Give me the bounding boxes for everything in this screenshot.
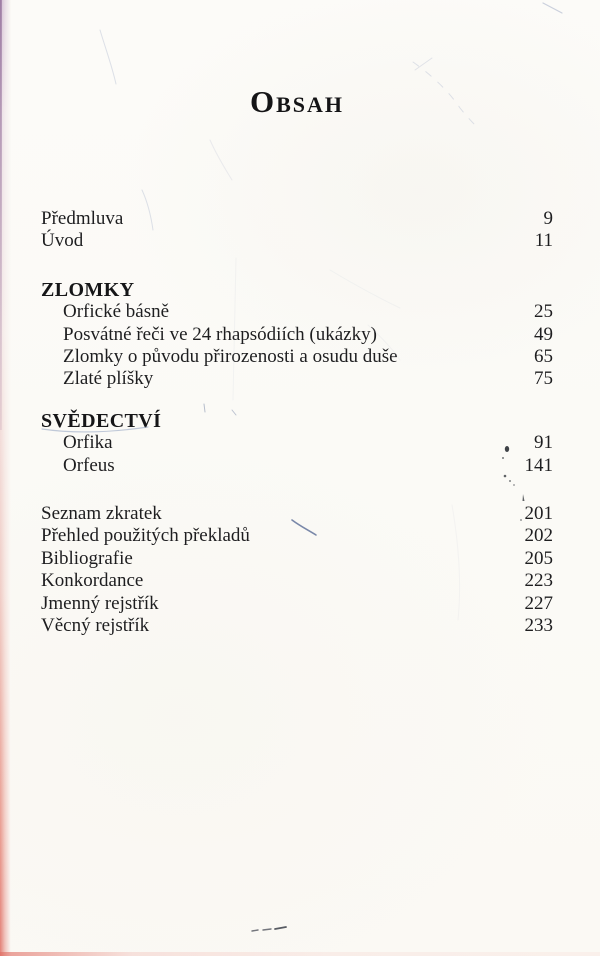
toc-page-number: 227 bbox=[524, 592, 553, 614]
toc-page-number: 65 bbox=[534, 346, 553, 368]
toc-entry-label: Jmenný rejstřík bbox=[41, 592, 159, 614]
toc-row bbox=[41, 570, 553, 592]
toc-row bbox=[41, 593, 553, 615]
toc-entry-label: Zlaté plíšky bbox=[63, 368, 154, 390]
toc-page-number: 202 bbox=[524, 525, 553, 547]
toc-entry-label: Věcný rejstřík bbox=[41, 615, 150, 637]
toc-row bbox=[41, 548, 553, 570]
toc-page-number: 201 bbox=[524, 503, 553, 525]
toc-entry-label: Přehled použitých překladů bbox=[41, 525, 250, 547]
toc-entry-label: Zlomky o původu přirozenosti a osudu duše bbox=[63, 346, 398, 368]
section-heading-svedectvi bbox=[41, 410, 553, 432]
toc-page-number: 49 bbox=[534, 323, 553, 345]
page-title: Obsah bbox=[249, 84, 345, 119]
toc-page-number: 11 bbox=[534, 230, 553, 252]
toc-row bbox=[41, 525, 553, 547]
toc-page-number: 9 bbox=[543, 208, 553, 229]
toc-row bbox=[41, 503, 553, 525]
toc-row bbox=[41, 346, 553, 368]
toc-row bbox=[41, 432, 553, 454]
toc-page-number: 25 bbox=[534, 301, 553, 323]
toc-entry-label: Seznam zkratek bbox=[41, 503, 162, 525]
section-heading-label: SVĚDECTVÍ bbox=[41, 409, 162, 432]
toc-entry-label: Úvod bbox=[41, 230, 84, 252]
toc-entry-label: Orfeus bbox=[63, 454, 115, 476]
toc-page-number: 233 bbox=[524, 615, 553, 637]
toc-entry-label: Bibliografie bbox=[41, 547, 133, 569]
toc-page-number: 75 bbox=[534, 368, 553, 390]
toc-entry-label: Posvátné řeči ve 24 rhapsódiích (ukázky) bbox=[63, 323, 377, 345]
toc-page-number: 205 bbox=[524, 547, 553, 569]
toc-page-number: 223 bbox=[524, 570, 553, 592]
toc-row bbox=[41, 324, 553, 346]
toc-page-number: 141 bbox=[524, 454, 553, 476]
section-heading-zlomky bbox=[41, 279, 553, 301]
toc-entry-label: Orfické básně bbox=[63, 301, 170, 323]
section-heading-label: ZLOMKY bbox=[41, 278, 135, 301]
toc-row bbox=[41, 368, 553, 390]
toc-entry-label: Předmluva bbox=[41, 208, 124, 229]
toc-row bbox=[41, 301, 553, 323]
toc-page-number: 91 bbox=[534, 432, 553, 454]
toc-row bbox=[41, 208, 553, 230]
table-of-contents bbox=[41, 208, 553, 638]
toc-row bbox=[41, 455, 553, 477]
toc-row bbox=[41, 615, 553, 637]
toc-row bbox=[41, 230, 553, 252]
toc-entry-label: Orfika bbox=[63, 432, 113, 454]
toc-entry-label: Konkordance bbox=[41, 570, 144, 592]
